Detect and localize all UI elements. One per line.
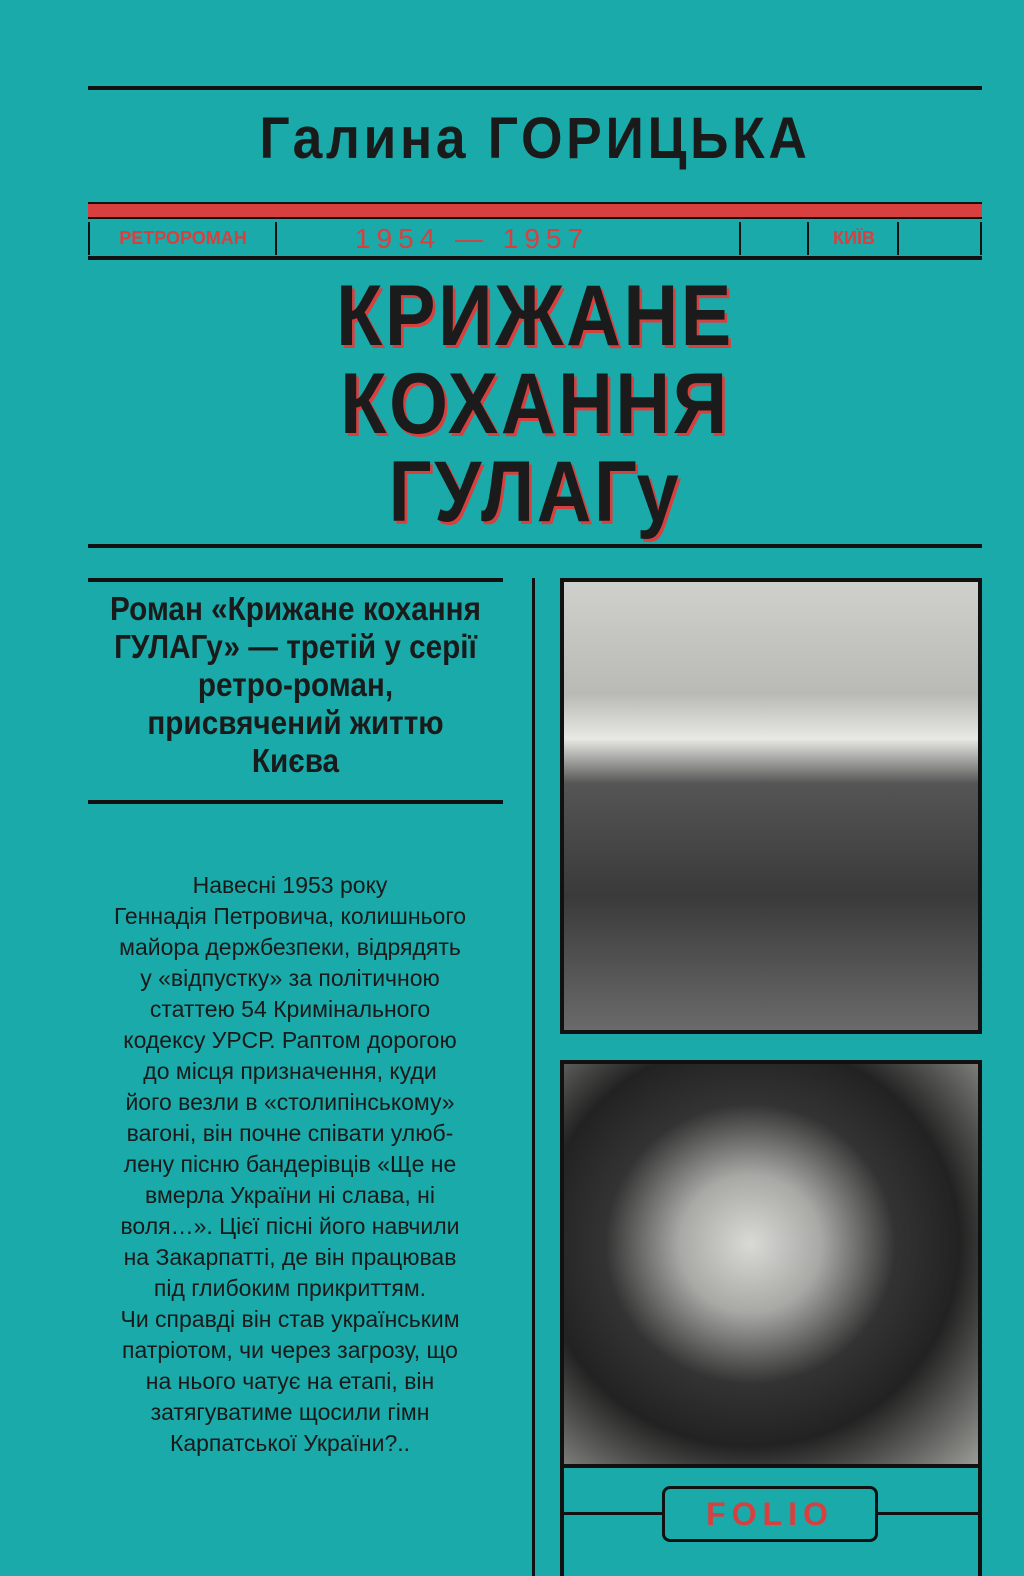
rule: [88, 578, 503, 582]
blurb-line: на Закарпатті, де він працював: [123, 1244, 457, 1270]
rule: [88, 800, 503, 804]
red-band: [88, 202, 982, 219]
divider: [897, 222, 899, 255]
blurb-line: майора держбезпеки, відрядять: [119, 934, 461, 960]
rule: [88, 256, 982, 260]
portrait-photo: [560, 1060, 982, 1468]
blurb-line: затягуватиме щосили гімн: [150, 1399, 430, 1425]
blurb-line: вагоні, він почне співати улюб-: [126, 1120, 454, 1146]
blurb-line: до місця призначення, куди: [143, 1058, 437, 1084]
frame-left: [560, 1465, 564, 1576]
title-line-1: КРИЖАНЕ: [336, 268, 734, 364]
column-divider: [532, 578, 535, 1576]
blurb-line: Навесні 1953 року: [192, 872, 388, 898]
blurb-line: Геннадія Петровича, колишнього: [113, 903, 467, 929]
city-label: КИЇВ: [833, 228, 875, 248]
blurb-line: Чи справді він став українським: [120, 1306, 460, 1332]
frame-right: [978, 1465, 982, 1576]
divider: [739, 222, 741, 255]
blurb-line: воля…». Цієї пісні його навчили: [120, 1213, 460, 1239]
title-line-3: ГУЛАГу: [388, 444, 682, 540]
author-name: Галина ГОРИЦЬКА: [259, 106, 811, 171]
series-label: РЕТРОРОМАН: [119, 228, 247, 248]
blurb-line: під глибоким прикриттям.: [153, 1275, 427, 1301]
subtitle: Роман «Крижане кохання ГУЛАГу» — третій у серії ретро-роман, присвячений життю Києва: [110, 590, 481, 779]
publisher-badge: [662, 1486, 878, 1542]
rule: [88, 544, 982, 548]
blurb-line: Карпатської України?..: [169, 1430, 411, 1456]
years: 1954 — 1957: [354, 222, 590, 254]
blurb-line: патріотом, чи через загрозу, що: [122, 1337, 458, 1363]
blurb-line: статтею 54 Кримінального: [149, 996, 431, 1022]
blurb-line: його везли в «столипінському»: [125, 1089, 455, 1115]
blurb-line: лену пісню бандерівців «Ще не: [123, 1151, 457, 1177]
blurb: [75, 870, 505, 1459]
blurb-line: у «відпустку» за політичною: [140, 965, 440, 991]
divider: [980, 222, 982, 255]
blurb-line: вмерла України ні слава, ні: [145, 1182, 435, 1208]
blurb-line: на нього чатує на етапі, він: [145, 1368, 435, 1394]
blurb-line: кодексу УРСР. Раптом дорогою: [123, 1027, 457, 1053]
title-line-2: КОХАННЯ: [340, 356, 730, 452]
camp-photo: [560, 578, 982, 1034]
publisher-logo: FOLIO: [706, 1495, 834, 1532]
top-rule: [88, 86, 982, 90]
